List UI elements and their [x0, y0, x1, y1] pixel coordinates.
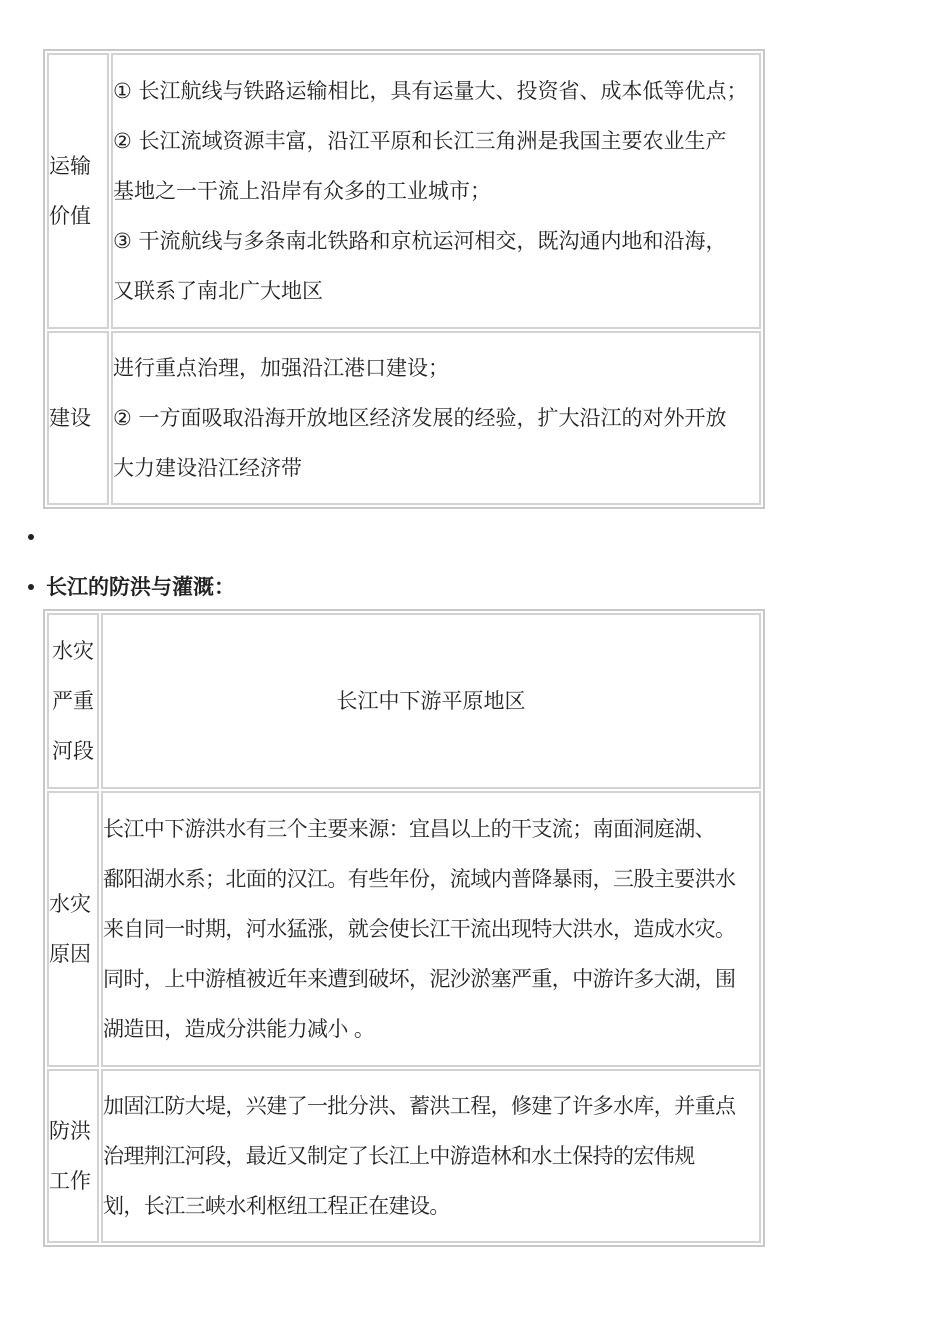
row-label-transport-value — [47, 53, 109, 329]
content-line: 大力建设沿江经济带 — [113, 456, 302, 480]
construction-content — [111, 331, 761, 505]
content-line: 湖造田，造成分洪能力减小 。 — [103, 1017, 375, 1041]
content-line: ② 一方面吸取沿海开放地区经济发展的经验，扩大沿江的对外开放 — [113, 406, 727, 430]
content-line: 划，长江三峡水利枢纽工程正在建设。 — [103, 1194, 450, 1218]
bullet-dot — [28, 534, 34, 540]
label-line: 水灾 — [49, 892, 91, 916]
label-line: 价值 — [49, 204, 91, 228]
transport-value-content — [111, 53, 761, 329]
label-line: 水灾 — [52, 639, 94, 663]
row-label-flood-work — [47, 1069, 99, 1243]
flood-work-content — [101, 1069, 761, 1243]
content-line: ③ 干流航线与多条南北铁路和京杭运河相交，既沟通内地和沿海， — [113, 229, 727, 253]
row-label-severe-section — [47, 613, 99, 789]
label-line: 严重 — [52, 689, 94, 713]
label-line: 建设 — [49, 406, 91, 430]
row-label-flood-cause — [47, 791, 99, 1067]
flood-cause-content — [101, 791, 761, 1067]
content-line: 长江中下游平原地区 — [336, 689, 526, 713]
flood-table — [43, 609, 765, 1247]
severe-section-content — [101, 613, 761, 789]
content-line: 来自同一时期，河水猛涨，就会使长江干流出现特大洪水，造成水灾。 — [103, 917, 736, 941]
content-line: 又联系了南北广大地区 — [113, 279, 323, 303]
content-line: 同时，上中游植被近年来遭到破坏，泥沙淤塞严重，中游许多大湖，围 — [103, 967, 736, 991]
list-item — [26, 562, 235, 612]
list-item — [26, 512, 235, 562]
content-line: 加固江防大堤，兴建了一批分洪、蓄洪工程，修建了许多水库，并重点 — [103, 1094, 736, 1118]
label-line: 河段 — [52, 739, 94, 763]
section-heading: 长江的防洪与灌溉： — [46, 575, 235, 599]
content-line: 长江中下游洪水有三个主要来源：宜昌以上的干支流；南面洞庭湖、 — [103, 817, 715, 841]
bullet-dot — [28, 584, 34, 590]
bullet-list — [26, 512, 235, 612]
label-line: 工作 — [49, 1169, 91, 1193]
content-line: 基地之一干流上沿岸有众多的工业城市； — [113, 179, 491, 203]
table-row — [47, 1069, 761, 1243]
table-row — [47, 53, 761, 329]
content-line: ② 长江流域资源丰富，沿江平原和长江三角洲是我国主要农业生产 — [113, 129, 727, 153]
row-label-construction — [47, 331, 109, 505]
table-row — [47, 613, 761, 789]
content-line: 鄱阳湖水系；北面的汉江。有些年份，流域内普降暴雨，三股主要洪水 — [103, 867, 736, 891]
table-row — [47, 331, 761, 505]
label-line: 防洪 — [49, 1119, 91, 1143]
label-line: 原因 — [49, 942, 91, 966]
content-line: 进行重点治理，加强沿江港口建设； — [113, 356, 449, 380]
content-line: ① 长江航线与铁路运输相比，具有运量大、投资省、成本低等优点； — [113, 79, 748, 103]
table-row — [47, 791, 761, 1067]
label-line: 运输 — [49, 154, 91, 178]
content-line: 治理荆江河段，最近又制定了长江上中游造林和水土保持的宏伟规 — [103, 1144, 695, 1168]
transport-table — [43, 49, 765, 509]
